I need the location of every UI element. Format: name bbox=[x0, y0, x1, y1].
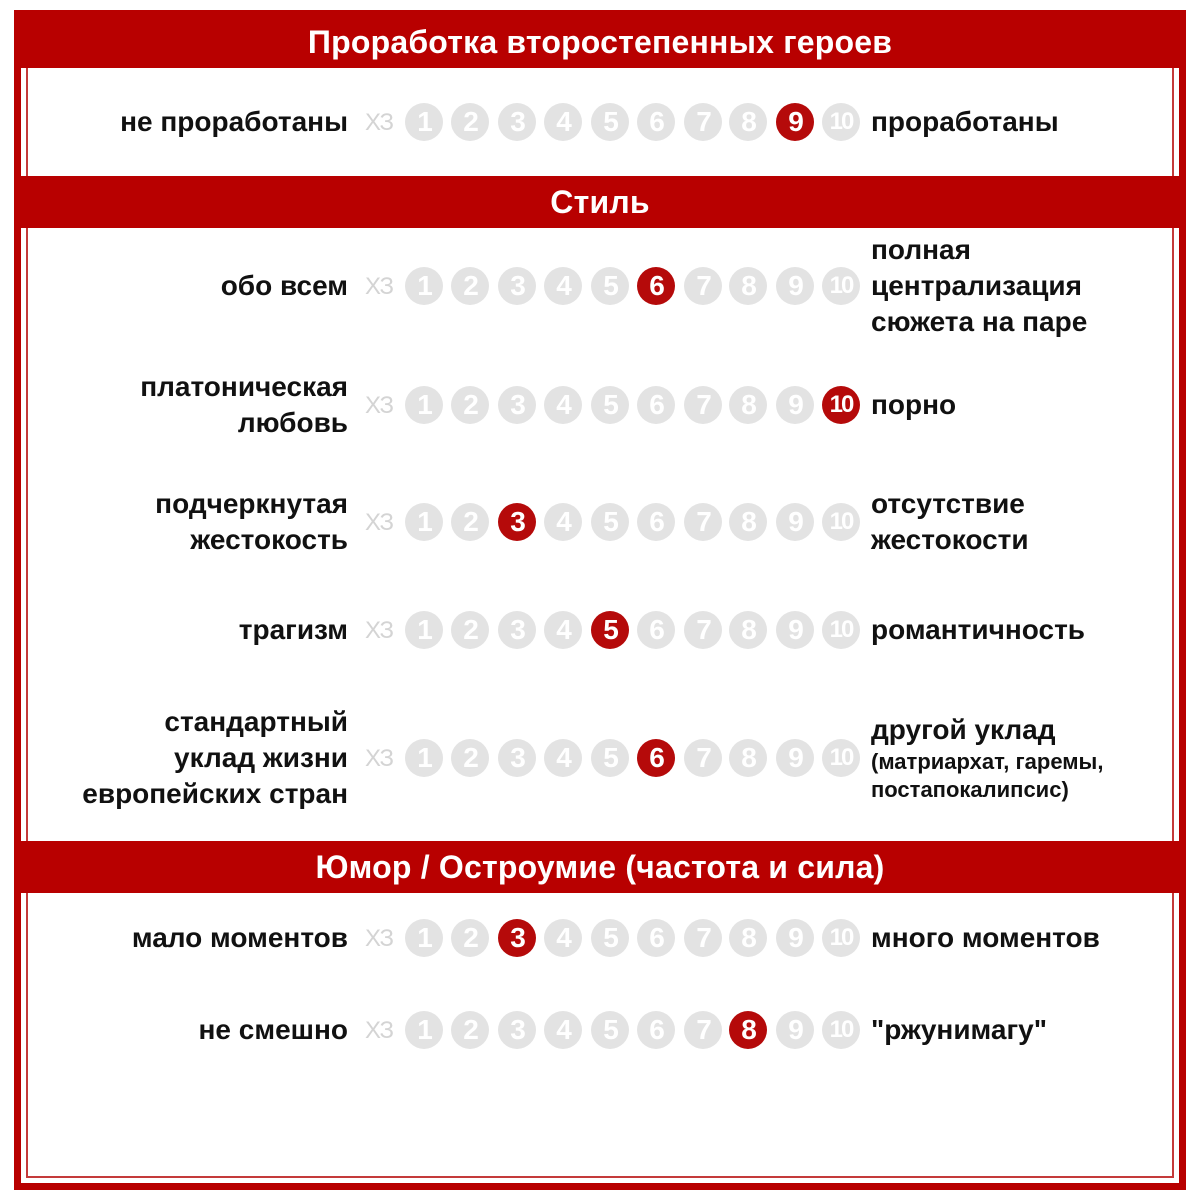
rating-dot[interactable]: 10 bbox=[822, 611, 860, 649]
rating-dot[interactable]: 1 bbox=[405, 267, 443, 305]
label-line: сюжета на паре bbox=[871, 306, 1088, 337]
rating-scale bbox=[0, 611, 1200, 651]
rating-dot[interactable]: 10 bbox=[822, 1011, 860, 1049]
label-line: много моментов bbox=[871, 922, 1100, 953]
rating-dot[interactable]: 10 bbox=[822, 739, 860, 777]
rating-dot[interactable]: 7 bbox=[684, 267, 722, 305]
rating-dot[interactable]: 7 bbox=[684, 386, 722, 424]
unknown-option[interactable]: ХЗ bbox=[365, 925, 393, 952]
rating-scale bbox=[0, 267, 1200, 307]
rating-dot[interactable]: 9 bbox=[776, 503, 814, 541]
rating-dot[interactable]: 7 bbox=[684, 503, 722, 541]
section-header-secondary-characters: Проработка второстепенных героев bbox=[14, 16, 1186, 68]
unknown-option[interactable]: ХЗ bbox=[365, 273, 393, 300]
rating-dot[interactable]: 1 bbox=[405, 1011, 443, 1049]
label-line: другой уклад bbox=[871, 714, 1056, 745]
rating-dot[interactable]: 8 bbox=[729, 386, 767, 424]
rating-dot[interactable]: 2 bbox=[451, 739, 489, 777]
rating-dot-selected[interactable]: 8 bbox=[729, 1011, 767, 1049]
label-line: романтичность bbox=[871, 614, 1085, 645]
rating-dot[interactable]: 2 bbox=[451, 386, 489, 424]
label-line: "ржунимагу" bbox=[871, 1014, 1047, 1045]
rating-dot[interactable]: 7 bbox=[684, 739, 722, 777]
rating-dot[interactable]: 4 bbox=[544, 386, 582, 424]
label-line: платоническая bbox=[140, 371, 348, 402]
rating-scale bbox=[0, 503, 1200, 543]
right-sublabel-line: (матриархат, гаремы, bbox=[871, 749, 1104, 774]
rating-dot[interactable]: 9 bbox=[776, 919, 814, 957]
label-line: мало моментов bbox=[131, 922, 348, 953]
rating-dot[interactable]: 8 bbox=[729, 267, 767, 305]
rating-dot[interactable]: 8 bbox=[729, 739, 767, 777]
rating-dot[interactable]: 2 bbox=[451, 103, 489, 141]
rating-dot[interactable]: 1 bbox=[405, 386, 443, 424]
rating-dot[interactable]: 3 bbox=[498, 739, 536, 777]
rating-dot[interactable]: 6 bbox=[637, 103, 675, 141]
rating-dot[interactable]: 6 bbox=[637, 386, 675, 424]
section-header-style: Стиль bbox=[14, 176, 1186, 228]
label-line: жестокости bbox=[871, 524, 1029, 555]
rating-dot[interactable]: 4 bbox=[544, 503, 582, 541]
label-line: проработаны bbox=[871, 106, 1059, 137]
rating-scale bbox=[0, 386, 1200, 426]
label-line: подчеркнутая bbox=[155, 488, 348, 519]
label-line: жестокость bbox=[190, 524, 348, 555]
rating-dot[interactable]: 4 bbox=[544, 739, 582, 777]
rating-dot[interactable]: 7 bbox=[684, 611, 722, 649]
rating-dot[interactable]: 9 bbox=[776, 1011, 814, 1049]
rating-dot[interactable]: 3 bbox=[498, 267, 536, 305]
rating-dot[interactable]: 2 bbox=[451, 267, 489, 305]
rating-dot[interactable]: 7 bbox=[684, 1011, 722, 1049]
rating-dot[interactable]: 6 bbox=[637, 1011, 675, 1049]
rating-dot-selected[interactable]: 6 bbox=[637, 739, 675, 777]
rating-dot[interactable]: 8 bbox=[729, 611, 767, 649]
rating-dot[interactable]: 5 bbox=[591, 267, 629, 305]
rating-dot[interactable]: 5 bbox=[591, 739, 629, 777]
rating-scale bbox=[0, 739, 1200, 779]
rating-dot[interactable]: 10 bbox=[822, 103, 860, 141]
rating-dot[interactable]: 2 bbox=[451, 503, 489, 541]
rating-dot-selected[interactable]: 9 bbox=[776, 103, 814, 141]
rating-dot[interactable]: 5 bbox=[591, 503, 629, 541]
rating-dot[interactable]: 9 bbox=[776, 267, 814, 305]
rating-dot[interactable]: 7 bbox=[684, 919, 722, 957]
label-line: любовь bbox=[237, 407, 348, 438]
unknown-option[interactable]: ХЗ bbox=[365, 617, 393, 644]
rating-dot[interactable]: 3 bbox=[498, 386, 536, 424]
rating-dot[interactable]: 6 bbox=[637, 611, 675, 649]
rating-dot[interactable]: 1 bbox=[405, 103, 443, 141]
rating-dot[interactable]: 4 bbox=[544, 1011, 582, 1049]
rating-dot[interactable]: 3 bbox=[498, 1011, 536, 1049]
rating-dot-selected[interactable]: 5 bbox=[591, 611, 629, 649]
rating-dot[interactable]: 4 bbox=[544, 611, 582, 649]
label-line: порно bbox=[871, 389, 957, 420]
label-line: обо всем bbox=[220, 270, 348, 301]
unknown-option[interactable]: ХЗ bbox=[365, 745, 393, 772]
unknown-option[interactable]: ХЗ bbox=[365, 109, 393, 136]
rating-dot[interactable]: 10 bbox=[822, 267, 860, 305]
rating-dot[interactable]: 2 bbox=[451, 919, 489, 957]
rating-dot[interactable]: 4 bbox=[544, 103, 582, 141]
rating-scale bbox=[0, 919, 1200, 959]
rating-dot[interactable]: 6 bbox=[637, 503, 675, 541]
label-line: не проработаны bbox=[120, 106, 348, 137]
label-line: отсутствие bbox=[871, 488, 1025, 519]
rating-dot[interactable]: 7 bbox=[684, 103, 722, 141]
rating-dot[interactable]: 5 bbox=[591, 386, 629, 424]
rating-dot[interactable]: 10 bbox=[822, 919, 860, 957]
unknown-option[interactable]: ХЗ bbox=[365, 392, 393, 419]
rating-dot[interactable]: 1 bbox=[405, 503, 443, 541]
rating-dot[interactable]: 4 bbox=[544, 267, 582, 305]
label-line: уклад жизни bbox=[174, 742, 348, 773]
rating-dot[interactable]: 8 bbox=[729, 103, 767, 141]
rating-dot[interactable]: 1 bbox=[405, 919, 443, 957]
rating-dot[interactable]: 10 bbox=[822, 503, 860, 541]
rating-dot[interactable]: 2 bbox=[451, 611, 489, 649]
rating-dot-selected[interactable]: 10 bbox=[822, 386, 860, 424]
rating-dot[interactable]: 8 bbox=[729, 919, 767, 957]
rating-dot[interactable]: 2 bbox=[451, 1011, 489, 1049]
label-line: полная bbox=[871, 234, 971, 265]
right-sublabel-line: постапокалипсис) bbox=[871, 777, 1069, 802]
rating-dot[interactable]: 5 bbox=[591, 919, 629, 957]
rating-scale bbox=[0, 103, 1200, 143]
rating-dot[interactable]: 8 bbox=[729, 503, 767, 541]
label-line: не смешно bbox=[198, 1014, 348, 1045]
rating-dot[interactable]: 9 bbox=[776, 739, 814, 777]
rating-dot[interactable]: 1 bbox=[405, 611, 443, 649]
unknown-option[interactable]: ХЗ bbox=[365, 1017, 393, 1044]
rating-dot[interactable]: 5 bbox=[591, 103, 629, 141]
rating-dot-selected[interactable]: 3 bbox=[498, 919, 536, 957]
label-line: трагизм bbox=[238, 614, 348, 645]
label-line: централизация bbox=[871, 270, 1082, 301]
rating-dot-selected[interactable]: 6 bbox=[637, 267, 675, 305]
rating-dot[interactable]: 5 bbox=[591, 1011, 629, 1049]
section-header-humor: Юмор / Остроумие (частота и сила) bbox=[14, 841, 1186, 893]
rating-scale bbox=[0, 1011, 1200, 1051]
rating-dot-selected[interactable]: 3 bbox=[498, 503, 536, 541]
label-line: европейских стран bbox=[82, 778, 348, 809]
rating-dot[interactable]: 1 bbox=[405, 739, 443, 777]
rating-dot[interactable]: 3 bbox=[498, 103, 536, 141]
rating-dot[interactable]: 9 bbox=[776, 386, 814, 424]
rating-dot[interactable]: 4 bbox=[544, 919, 582, 957]
rating-dot[interactable]: 3 bbox=[498, 611, 536, 649]
rating-dot[interactable]: 9 bbox=[776, 611, 814, 649]
rating-dot[interactable]: 6 bbox=[637, 919, 675, 957]
unknown-option[interactable]: ХЗ bbox=[365, 509, 393, 536]
label-line: стандартный bbox=[164, 706, 348, 737]
